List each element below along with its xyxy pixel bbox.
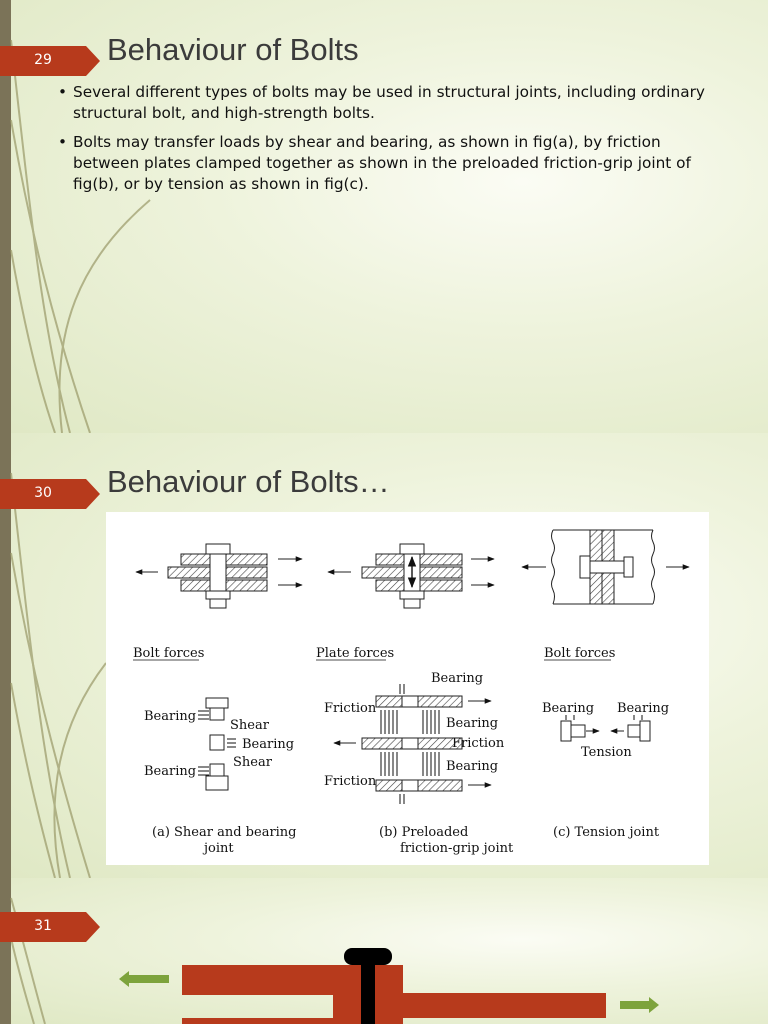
shear-label: Shear <box>233 755 272 770</box>
slide-30 <box>0 433 768 878</box>
caption-a: (a) Shear and bearing <box>152 825 297 840</box>
bolt-joints-figure <box>106 512 709 865</box>
bullet-item: • Bolts may transfer loads by shear and bearing, as shown in fig(a), by friction between plates clamped together as shown in the preloaded friction-grip joint of fig(b), or by tension as shown in fig(c). <box>58 132 723 195</box>
bearing-label: Bearing <box>144 764 197 779</box>
tension-label: Tension <box>581 745 632 760</box>
shear-bearing-bolt-diagram <box>198 698 236 790</box>
caption-b-line2: friction-grip joint <box>400 841 514 856</box>
slide-29 <box>0 0 768 433</box>
slide-number: 29 <box>34 52 52 68</box>
bolt-forces-a-heading: Bolt forces <box>133 646 205 661</box>
slide-31 <box>0 878 768 1024</box>
bullet-item: • Several different types of bolts may be used in structural joints, including ordinary structural bolt, and high-strength bolts. <box>58 82 723 124</box>
bearing-label: Bearing <box>446 759 499 774</box>
arrow-right-icon <box>620 997 659 1013</box>
bearing-label: Bearing <box>617 701 670 716</box>
shear-label: Shear <box>230 718 269 733</box>
joint-b-drawing <box>328 544 494 608</box>
slide-title: Behaviour of Bolts… <box>107 464 390 499</box>
slide-title: Behaviour of Bolts <box>107 32 359 67</box>
bearing-label: Bearing <box>431 671 484 686</box>
friction-label: Friction <box>452 736 505 751</box>
joint-c-drawing <box>522 530 689 604</box>
friction-label: Friction <box>324 701 377 716</box>
bearing-label: Bearing <box>144 709 197 724</box>
joint-a-drawing <box>136 544 302 608</box>
caption-b: (b) Preloaded <box>379 825 469 840</box>
bolt-plate-diagram <box>0 878 768 1024</box>
caption-c: (c) Tension joint <box>553 825 660 840</box>
friction-label: Friction <box>324 774 377 789</box>
arrow-left-icon <box>119 971 169 987</box>
slide-number: 30 <box>34 485 52 501</box>
bullet-list <box>58 82 723 203</box>
slide-number-tab <box>0 46 100 76</box>
plate-forces-heading: Plate forces <box>316 646 395 661</box>
tension-bolt-diagram <box>561 715 650 741</box>
bearing-label: Bearing <box>446 716 499 731</box>
slide-number: 31 <box>34 918 52 934</box>
caption-a-line2: joint <box>204 841 234 856</box>
bearing-label: Bearing <box>242 737 295 752</box>
bearing-label: Bearing <box>542 701 595 716</box>
bolt-forces-c-heading: Bolt forces <box>544 646 616 661</box>
slide-number-tab <box>0 479 100 509</box>
bolt-shank <box>361 958 375 1024</box>
